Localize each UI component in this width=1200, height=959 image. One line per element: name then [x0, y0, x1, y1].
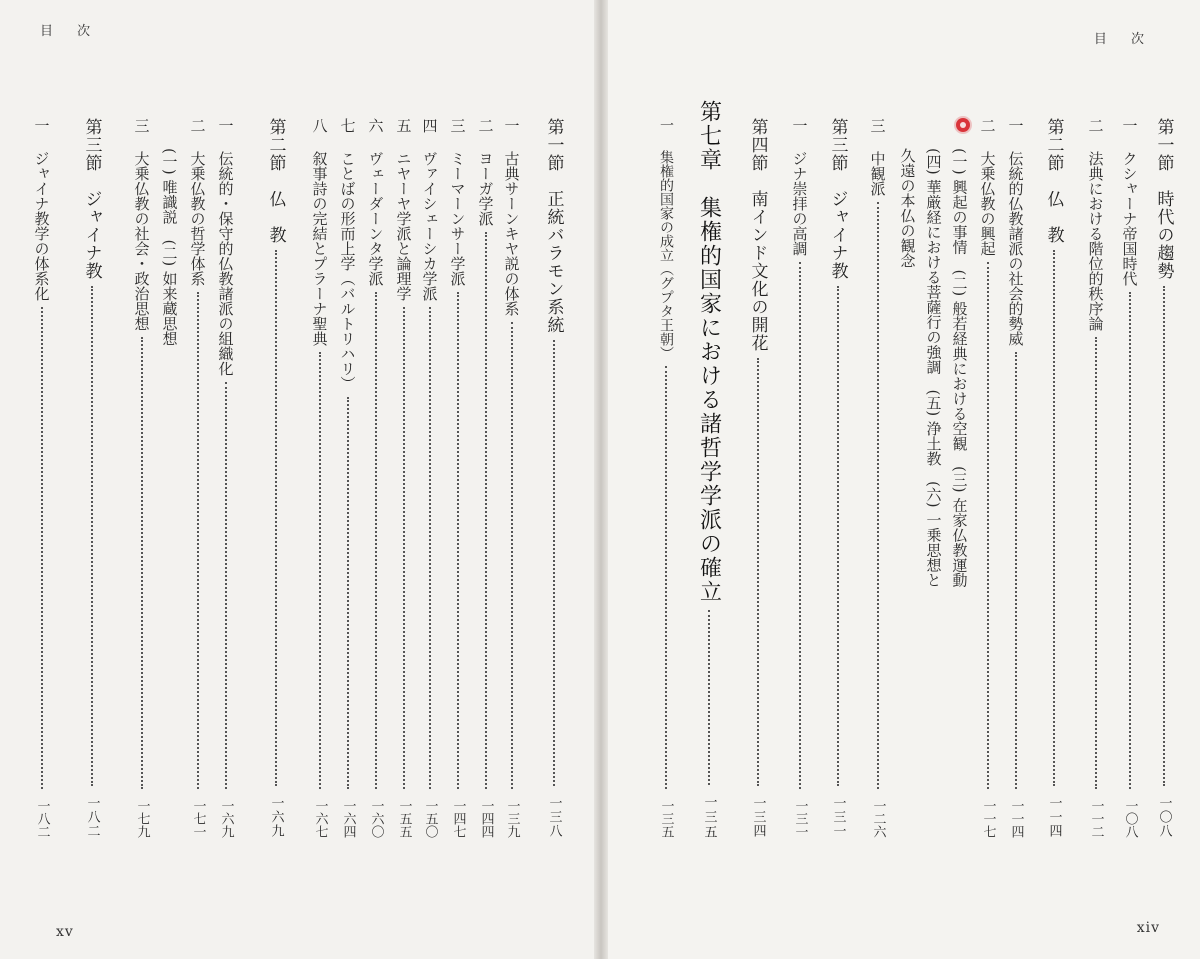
leader-dots — [41, 307, 43, 789]
toc-item-number: 一 — [502, 118, 521, 133]
toc-page-number: 一三四 — [750, 796, 766, 838]
toc-section-title: 第四節 南インド文化の開花 — [747, 118, 768, 352]
toc-item-title: 集権的国家の成立（グプタ王朝） — [658, 150, 674, 360]
toc-item-number: 一 — [32, 118, 51, 133]
toc-entry — [214, 118, 238, 838]
toc-item-number: 一 — [658, 118, 674, 132]
toc-page-number: 一一二 — [1088, 799, 1104, 838]
leader-dots — [197, 292, 199, 789]
toc-item-title: 伝統的仏教諸派の社会的勢威 — [1006, 151, 1025, 346]
toc-sub-entry — [896, 148, 920, 868]
running-header-right: 目 次 — [1093, 32, 1154, 47]
toc-subtopic-line: (四) 華厳経における菩薩行の強調 (五) 浄土教 (六) 一乗思想と — [924, 148, 943, 588]
toc-page-number: 一五〇 — [422, 799, 438, 838]
toc-page-number: 一〇八 — [1122, 799, 1138, 838]
toc-page-number: 一三五 — [658, 799, 674, 838]
toc-item-title: 中観派 — [868, 151, 887, 196]
toc-entry — [78, 118, 106, 838]
toc-item-number: 一 — [1006, 118, 1025, 133]
toc-item-title: ヨーガ学派 — [476, 151, 495, 226]
toc-entry — [446, 118, 470, 838]
toc-page-number: 一一四 — [1046, 796, 1062, 838]
toc-page-number: 一三一 — [792, 799, 808, 838]
leader-dots — [1129, 292, 1131, 789]
toc-item-title: 法典における階位的秩序論 — [1086, 151, 1105, 331]
toc-entry — [1040, 118, 1068, 838]
toc-section-title: 第三節 ジャイナ教 — [827, 118, 848, 280]
toc-entry — [130, 118, 154, 838]
toc-entry — [540, 118, 568, 838]
toc-entry — [744, 118, 772, 838]
leader-dots — [141, 337, 143, 789]
toc-entry — [474, 118, 498, 838]
leader-dots — [1163, 286, 1165, 786]
leader-dots — [837, 286, 839, 786]
toc-item-number: 三 — [448, 118, 467, 133]
toc-item-number: 一 — [790, 118, 809, 133]
toc-item-title: ニヤーヤ学派と論理学 — [394, 151, 413, 301]
toc-item-number: 一 — [1120, 118, 1139, 133]
toc-item-number: 三 — [868, 118, 887, 133]
toc-item-number: 三 — [132, 118, 151, 133]
leader-dots — [347, 397, 349, 789]
toc-item-title: 大乗仏教の興起 — [978, 151, 997, 256]
toc-item-number: 二 — [476, 118, 495, 133]
page-folio-left: xv — [56, 924, 74, 940]
leader-dots — [91, 286, 93, 786]
toc-entry — [1004, 118, 1028, 838]
toc-page-number: 一三八 — [546, 796, 562, 838]
toc-item-title: ヴェーダーンタ学派 — [366, 151, 385, 286]
leader-dots — [429, 307, 431, 789]
toc-item-title: ヴァイシェーシカ学派 — [420, 151, 439, 301]
toc-page-number: 一七九 — [134, 799, 150, 838]
toc-sub-entry — [948, 148, 972, 868]
toc-item-number: 一 — [216, 118, 235, 133]
toc-item-title: クシャーナ帝国時代 — [1120, 151, 1139, 286]
toc-sub-entry — [922, 148, 946, 868]
toc-entry — [364, 118, 388, 838]
book-gutter — [594, 0, 608, 959]
leader-dots — [708, 610, 710, 785]
leader-dots — [1015, 352, 1017, 789]
toc-item-title: ことばの形而上学（バルトリハリ） — [338, 151, 357, 391]
toc-item-title: 叙事詩の完結とプラーナ聖典 — [310, 151, 329, 346]
toc-item-number: 二 — [188, 118, 207, 133]
toc-subtopic-line: 久遠の本仏の観念 — [898, 148, 917, 268]
leader-dots — [553, 340, 555, 786]
toc-item-number: 五 — [394, 118, 413, 133]
toc-subtopic-line: (一) 唯識説 (二) 如来蔵思想 — [160, 148, 179, 346]
toc-section-title: 第二節 仏 教 — [265, 118, 286, 244]
toc-item-title: ミーマーンサー学派 — [448, 151, 467, 286]
toc-entry — [654, 118, 678, 838]
toc-item-title: ジナ崇拝の高調 — [790, 151, 809, 256]
toc-page-number: 一三九 — [504, 799, 520, 838]
toc-item-number: 六 — [366, 118, 385, 133]
running-header-left: 目 次 — [40, 24, 101, 39]
toc-entry — [1084, 118, 1108, 838]
toc-page-number: 一六四 — [340, 799, 356, 838]
leader-dots — [877, 202, 879, 789]
toc-page-number: 一四四 — [478, 799, 494, 838]
leader-dots — [457, 292, 459, 789]
toc-section-title: 第二節 仏 教 — [1043, 118, 1064, 244]
toc-item-title: ジャイナ教学の体系化 — [32, 151, 51, 301]
toc-page-number: 一七一 — [190, 799, 206, 838]
leader-dots — [987, 262, 989, 789]
leader-dots — [375, 292, 377, 789]
toc-page-number: 一四七 — [450, 799, 466, 838]
leader-dots — [511, 322, 513, 789]
toc-page-number: 一六九 — [218, 799, 234, 838]
toc-page-number: 一一七 — [980, 799, 996, 838]
toc-section-title: 第一節 正統バラモン系統 — [543, 118, 564, 334]
toc-item-number: 二 — [1086, 118, 1105, 133]
leader-dots — [225, 382, 227, 789]
toc-page-number: 一八二 — [34, 799, 50, 838]
toc-item-number: 四 — [420, 118, 439, 133]
toc-item-number: 八 — [310, 118, 329, 133]
toc-page-number: 一六〇 — [368, 799, 384, 838]
leader-dots — [275, 250, 277, 786]
toc-sub-entry — [158, 148, 182, 868]
toc-entry — [976, 118, 1000, 838]
toc-entry — [262, 118, 290, 838]
toc-page-number: 一二六 — [870, 799, 886, 838]
toc-entry — [866, 118, 890, 838]
toc-page-number: 一三五 — [701, 795, 717, 840]
leader-dots — [799, 262, 801, 789]
toc-entry — [692, 100, 726, 840]
leader-dots — [1095, 337, 1097, 789]
toc-entry — [1118, 118, 1142, 838]
leader-dots — [665, 366, 667, 789]
toc-page-number: 一五五 — [396, 799, 412, 838]
toc-entry — [824, 118, 852, 838]
leader-dots — [403, 307, 405, 789]
toc-entry — [308, 118, 332, 838]
leader-dots — [485, 232, 487, 789]
leader-dots — [757, 358, 759, 786]
toc-item-title: 大乗仏教の社会・政治思想 — [132, 151, 151, 331]
toc-page-number: 一〇八 — [1156, 796, 1172, 838]
toc-entry — [1150, 118, 1178, 838]
toc-page-number: 一一四 — [1008, 799, 1024, 838]
toc-entry — [418, 118, 442, 838]
toc-section-title: 第三節 ジャイナ教 — [81, 118, 102, 280]
toc-item-title: 古典サーンキヤ説の体系 — [502, 151, 521, 316]
toc-item-title: 大乗仏教の哲学体系 — [188, 151, 207, 286]
toc-chapter-title: 第七章 集権的国家における諸哲学学派の確立 — [696, 100, 722, 604]
toc-entry — [186, 118, 210, 838]
leader-dots — [1053, 250, 1055, 786]
toc-page-number: 一三一 — [830, 796, 846, 838]
toc-entry — [30, 118, 54, 838]
toc-entry — [392, 118, 416, 838]
toc-page-number: 一六九 — [268, 796, 284, 838]
toc-page-number: 一六七 — [312, 799, 328, 838]
toc-entry — [788, 118, 812, 838]
red-bookmark-dot-icon — [956, 118, 970, 132]
toc-section-title: 第一節 時代の趨勢 — [1153, 118, 1174, 280]
leader-dots — [319, 352, 321, 789]
toc-subtopic-line: (一) 興起の事情 (二) 般若経典における空観 (三) 在家仏教運動 — [950, 148, 969, 588]
toc-entry — [336, 118, 360, 838]
toc-item-title: 伝統的・保守的仏教諸派の組織化 — [216, 151, 235, 376]
toc-item-number: 七 — [338, 118, 357, 133]
toc-item-number: 二 — [978, 118, 997, 133]
page-folio-right: xiv — [1136, 920, 1160, 936]
toc-entry — [500, 118, 524, 838]
toc-page-number: 一八二 — [84, 796, 100, 838]
